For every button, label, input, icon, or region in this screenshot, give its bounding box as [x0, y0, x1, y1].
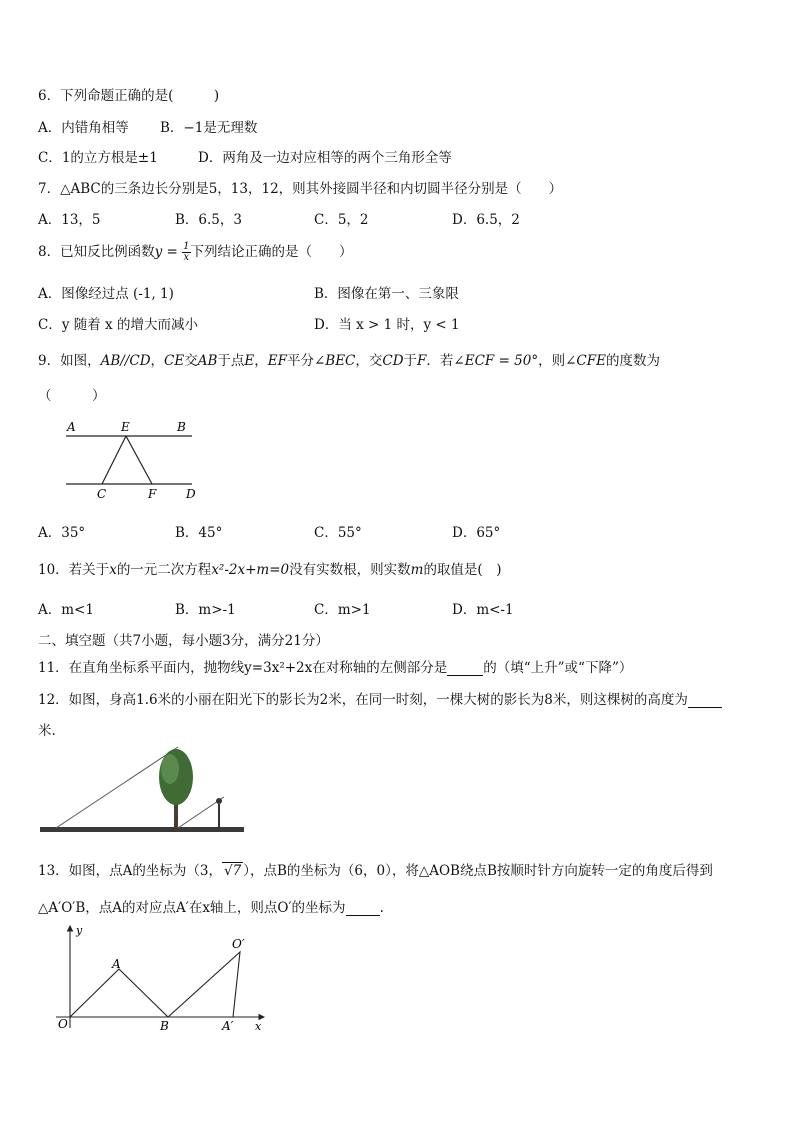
q8-stem-suffix: 下列结论正确的是（ ）: [190, 244, 353, 260]
q9-stem-d: 于点: [217, 353, 245, 369]
q12-stem-a: 12．如图，身高1.6米的小丽在阳光下的影长为2米，在同一时刻，一棵大树的影长为8米，则这棵树的高度为: [38, 692, 688, 708]
q10-stem: [38, 558, 501, 578]
q9-math-e: E: [244, 353, 255, 369]
q13-label-o-prime: O′: [232, 937, 245, 951]
q10-equation: x²-2x+m=0: [211, 562, 290, 578]
q13-label-y: y: [76, 924, 83, 937]
q13-stem: [38, 859, 713, 879]
q6-option-c: C．1的立方根是±1: [38, 150, 158, 166]
q9-math-angle-ecf: ∠ECF = 50°: [453, 353, 539, 369]
q11-answer-blank[interactable]: [447, 663, 483, 676]
q8-frac-den: x: [183, 252, 190, 263]
q12-tree-crown-shade: [161, 754, 179, 784]
q7-option-d: D．6.5，2: [452, 212, 520, 228]
q13-figure: [52, 922, 272, 1034]
q10-option-a: A．m<1: [38, 602, 94, 618]
q10-stem-c: 没有实数根，则实数: [289, 562, 411, 578]
q13-label-o: O: [58, 1017, 68, 1031]
q9-segment-ec: [102, 436, 126, 484]
q9-stem-e: ，: [254, 353, 268, 369]
q9-label-f: F: [148, 487, 157, 501]
q9-stem-f: 平分: [286, 353, 314, 369]
q9-stem: [38, 349, 660, 369]
q12-figure: [38, 745, 246, 840]
q10-option-b: B．m>-1: [175, 602, 236, 618]
q13-answer-blank[interactable]: [346, 903, 380, 916]
q10-var-m: m: [410, 562, 424, 578]
q9-label-c: C: [97, 487, 107, 501]
q11-stem-a: 11．在直角坐标系平面内，抛物线y=3x²+2x在对称轴的左侧部分是: [38, 660, 448, 676]
q9-label-a: A: [67, 420, 76, 434]
q12-stem-unit: 米.: [38, 723, 56, 739]
q13-sqrt: √7: [224, 863, 242, 879]
q12-stem: [38, 688, 722, 708]
q9-stem-g: ，交: [355, 353, 383, 369]
q12-girl-head: [216, 798, 222, 804]
q9-option-c: C．55°: [314, 525, 362, 541]
q13-stem-d: .: [379, 900, 384, 916]
q13-stem-cont: [38, 896, 384, 916]
q12-ground: [40, 827, 244, 832]
q9-stem-b: ，: [150, 353, 165, 369]
q9-stem-h: 于: [403, 353, 418, 369]
q9-math-parallel: AB//CD: [100, 353, 151, 369]
q11-stem-b: 的（填“上升”或“下降”）: [483, 660, 633, 676]
q8-func-eq: =: [162, 244, 183, 260]
q9-math-ef: EF: [267, 353, 287, 369]
q9-label-b: B: [177, 420, 186, 434]
q7-stem: 7．△ABC的三条边长分别是5，13，12，则其外接圆半径和内切圆半径分别是（ ）: [38, 181, 563, 197]
q6-stem: 6．下列命题正确的是( ): [38, 88, 220, 104]
q13-label-b: B: [160, 1019, 169, 1033]
q9-segment-ef: [126, 436, 152, 484]
q13-stem-b: ），点B的坐标为（6，0），将△AOB绕点B按顺时针方向旋转一定的角度后得到: [243, 863, 713, 879]
q9-stem-a: 9．如图，: [38, 353, 101, 369]
q8-option-d: D．当 x > 1 时，y < 1: [314, 317, 460, 333]
q10-stem-a: 10．若关于: [38, 562, 110, 578]
q13-stem-c: △A′O′B，点A的对应点A′在x轴上，则点O′的坐标为: [38, 900, 346, 916]
q9-math-angle-bec: ∠BEC: [313, 353, 356, 369]
q9-stem-c: 交: [184, 353, 198, 369]
q9-math-angle-cfe: ∠CFE: [565, 353, 606, 369]
q9-option-b: B．45°: [175, 525, 223, 541]
section-2-heading: 二、填空题（共7小题，每小题3分，满分21分）: [38, 633, 329, 649]
q7-option-c: C．5，2: [314, 212, 369, 228]
q8-stem-prefix: 8．已知反比例函数: [38, 244, 155, 260]
q13-label-a: A: [112, 957, 121, 971]
q6-option-d: D．两角及一边对应相等的两个三角形全等: [198, 150, 452, 166]
q7-option-a: A．13，5: [38, 212, 101, 228]
q13-label-a-prime: A′: [222, 1019, 234, 1033]
q9-stem-k: 的度数为: [605, 353, 660, 369]
q13-triangle-aob: [70, 969, 168, 1017]
q10-option-d: D．m<-1: [452, 602, 514, 618]
q9-stem-j: ，则: [538, 353, 566, 369]
q6-option-b: B．−1是无理数: [160, 120, 258, 136]
q8-fraction: [182, 242, 190, 263]
q13-stem-a: 13．如图，点A的坐标为（3，: [38, 863, 223, 879]
q13-label-x: x: [255, 1020, 262, 1033]
q9-math-ce: CE: [164, 353, 185, 369]
q10-stem-d: 的取值是( ): [423, 562, 502, 578]
q6-option-a: A．内错角相等: [38, 120, 129, 136]
q9-answer-paren: （ ）: [38, 388, 106, 404]
q8-option-a: A．图像经过点 (-1, 1): [38, 286, 174, 302]
q9-math-ab: AB: [197, 353, 218, 369]
q8-frac-num: 1: [183, 241, 190, 252]
q9-math-cd: CD: [382, 353, 404, 369]
q9-label-e: E: [121, 420, 130, 434]
q9-figure: [60, 416, 205, 502]
q8-stem: [38, 240, 353, 263]
q9-option-d: D．65°: [452, 525, 501, 541]
q12-answer-blank[interactable]: [688, 695, 722, 708]
q12-sun-ray: [56, 747, 178, 828]
q13-triangle-a-prime-o-prime-b: [168, 952, 240, 1017]
q9-label-d: D: [186, 487, 196, 501]
q9-stem-i: ．若: [426, 353, 454, 369]
q10-option-c: C．m>1: [314, 602, 371, 618]
q8-option-b: B．图像在第一、三象限: [314, 286, 459, 302]
q10-stem-b: 的一元二次方程: [116, 562, 212, 578]
q8-option-c: C．y 随着 x 的增大而减小: [38, 317, 198, 333]
q8-func-y: y: [154, 244, 163, 260]
q9-math-f: F: [417, 353, 427, 369]
q13-sqrt-value: 7: [232, 863, 242, 879]
q10-var-x: x: [109, 562, 117, 578]
q11-stem: [38, 656, 632, 676]
q7-option-b: B．6.5，3: [175, 212, 242, 228]
q9-option-a: A．35°: [38, 525, 86, 541]
